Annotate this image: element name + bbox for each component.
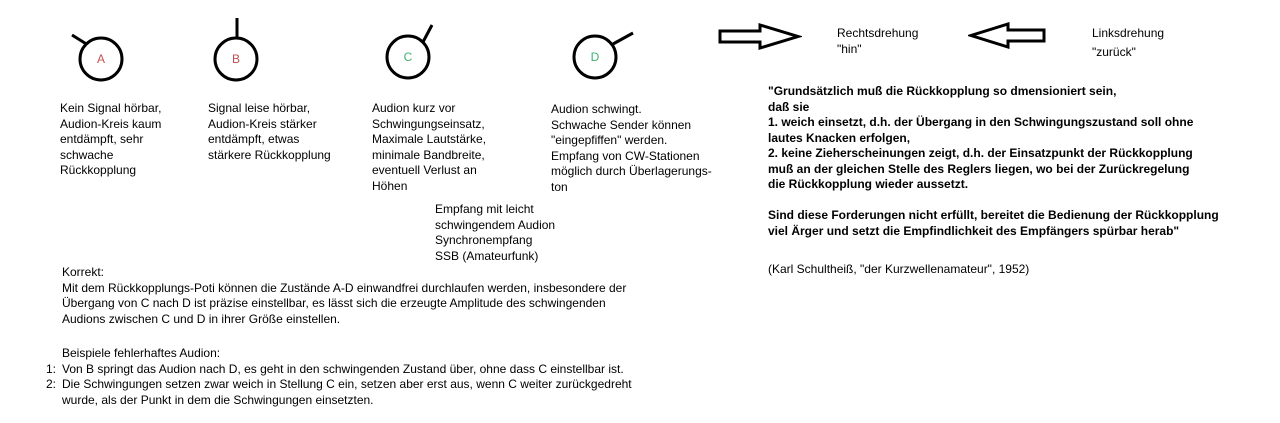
left-arrow <box>968 22 1046 49</box>
knob-d <box>572 33 622 85</box>
quote-block: "Grundsätzlich muß die Rückkopplung so dmensioniert sein, daß sie 1. weich einsetzt, d.h. der Übergang in den Schwingungszustand soll ohne lautes Knacken erfolgen, 2. keine Zieherscheinungen zeigt, d.h. der Einsatzpunkt der Rückkopplung muß an der gleichen Stelle des Reglers liegen, wo bei der Zurückregelung die Rückkopplung wieder aussetzt. Sind diese Forderungen nicht erfüllt, bereitet die Bedienung der Rückkopplung viel Ärger und setzt die Empfindlichkeit des Empfängers spürbar herab" <box>768 84 1219 238</box>
quote-source: (Karl Schultheiß, "der Kurzwellenamateur", 1952) <box>768 262 1030 276</box>
knob-b-letter: B <box>231 52 241 66</box>
faulty-item-2: Die Schwingungen setzen zwar weich in Stellung C ein, setzen aber erst aus, wenn C weiter zurückgedreht wurde, als der Punkt in dem die Schwingungen einsetzten. <box>62 377 632 407</box>
caption-d: Audion schwingt. Schwache Sender können "eingepfiffen" werden. Empfang von CW-Stationen möglich durch Überlagerungs- ton <box>551 102 712 194</box>
knob-b <box>213 35 263 87</box>
knob-d-letter: D <box>590 50 600 64</box>
knob-c <box>385 33 435 85</box>
right-arrow <box>718 23 802 50</box>
faulty-item-1-number: 1: <box>46 362 57 376</box>
correct-title: Korrekt: <box>62 265 105 279</box>
right-rotation-label: Rechtsdrehung "hin" <box>837 26 919 56</box>
faulty-item-1: Von B springt das Audion nach D, es geht in den schwingenden Zustand über, ohne dass C einstellbar ist. <box>62 362 624 376</box>
knob-a-letter: A <box>96 52 106 66</box>
caption-a: Kein Signal hörbar, Audion-Kreis kaum entdämpft, sehr schwache Rückkopplung <box>60 101 162 177</box>
correct-section: Korrekt: Mit dem Rückkopplungs-Poti können die Zustände A-D einwandfrei durchlaufen werden, insbesondere der Übergang von C nach D ist präzise einstellbar, es lässt sich die erzeugte Amplitude des schwingenden Audions zwischen C und D in ihrer Größe einstellen. <box>62 265 627 326</box>
faulty-title: Beispiele fehlerhaftes Audion: <box>62 346 221 360</box>
caption-b: Signal leise hörbar, Audion-Kreis stärker entdämpft, etwas stärkere Rückkopplung <box>208 101 331 162</box>
caption-c: Audion kurz vor Schwingungseinsatz, Maximale Lautstärke, minimale Bandbreite, eventuell Verlust an Höhen <box>372 101 487 193</box>
faulty-item-2-number: 2: <box>46 377 57 391</box>
knob-c-letter: C <box>403 50 413 64</box>
knob-a <box>78 35 128 87</box>
left-rotation-label: Linksdrehung "zurück" <box>1092 26 1165 59</box>
caption-cd: Empfang mit leicht schwingendem Audion Synchronempfang SSB (Amateurfunk) <box>435 202 556 263</box>
